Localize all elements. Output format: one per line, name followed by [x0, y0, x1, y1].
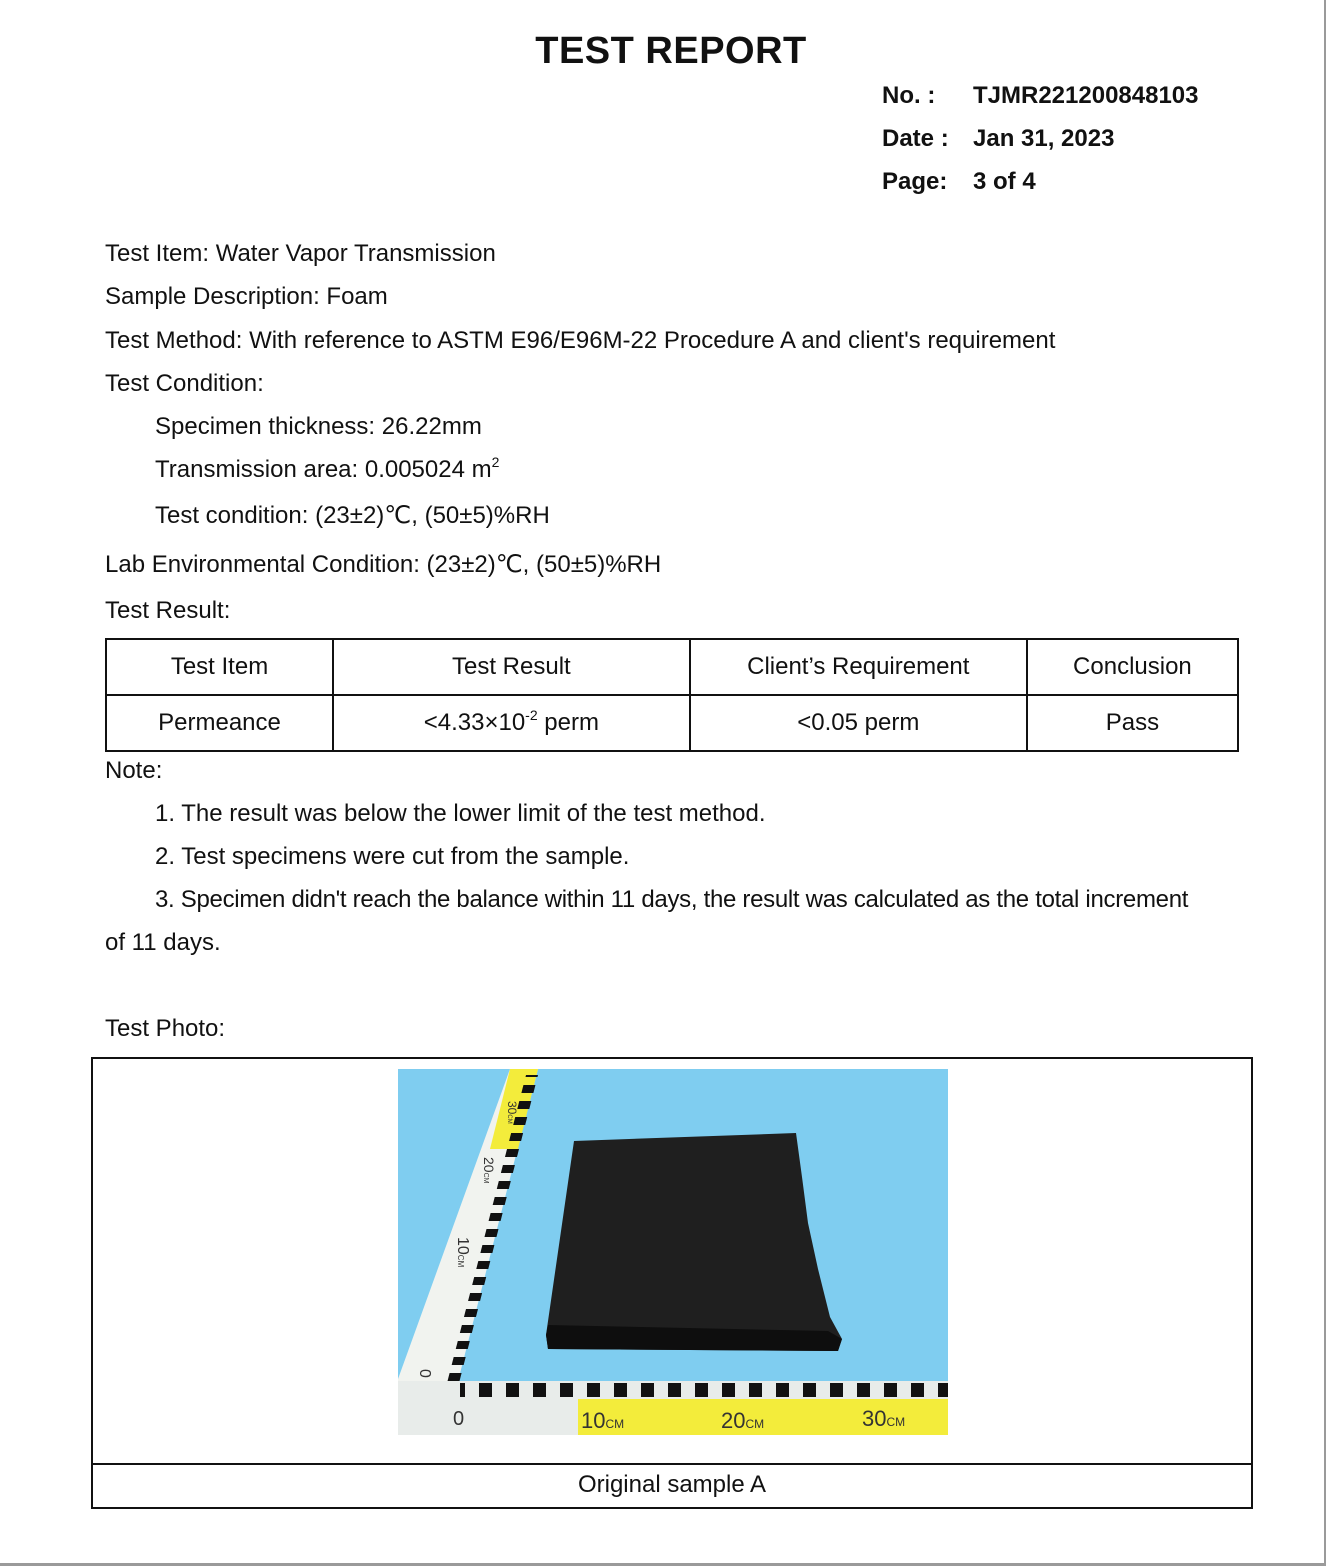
test-method-line: Test Method: With reference to ASTM E96/E96M-22 Procedure A and client's requirement — [105, 327, 1056, 354]
ruler-bottom-number-20: 20 — [721, 1408, 746, 1433]
transmission-area-line — [155, 456, 499, 484]
ruler-bottom-unit-10: CM — [605, 1417, 625, 1431]
header-test-result: Test Result — [333, 639, 690, 695]
note-label: Note: — [105, 757, 163, 784]
photo-caption: Original sample A — [577, 1471, 767, 1498]
report-title: TEST REPORT — [535, 30, 807, 72]
test-photo-label: Test Photo: — [105, 1015, 226, 1042]
ruler-left-number-20: 20 — [481, 1157, 497, 1173]
report-date — [882, 125, 1114, 153]
cell-result — [333, 695, 690, 751]
report-date-value: Jan 31, 2023 — [973, 125, 1115, 152]
report-page-value: 3 of 4 — [973, 168, 1036, 195]
header-conclusion: Conclusion — [1027, 639, 1238, 695]
test-condition-line: Test condition: (23±2)℃, (50±5)%RH — [155, 502, 550, 529]
specimen-thickness-line: Specimen thickness: 26.22mm — [155, 413, 482, 440]
ruler-left-number-30: 30 — [505, 1101, 519, 1115]
cell-item: Permeance — [106, 695, 333, 751]
ruler-left-unit-20: CM — [482, 1172, 489, 1184]
report-number-value: TJMR221200848103 — [973, 82, 1199, 109]
ruler-bottom-label-0: 0 — [453, 1408, 465, 1430]
table-row — [106, 695, 1238, 751]
sample-photo-illustration — [398, 1069, 948, 1435]
sample-description-line: Sample Description: Foam — [105, 283, 388, 310]
note-3: 3. Specimen didn't reach the balance within 11 days, the result was calculated as the total increment — [155, 886, 1189, 913]
ruler-left-number-10: 10 — [454, 1237, 471, 1255]
ruler-bottom-unit-20: CM — [745, 1417, 765, 1431]
cell-result-unit: perm — [537, 709, 599, 736]
ruler-left-unit-10: CM — [456, 1254, 465, 1268]
ruler-bottom-unit-30: CM — [886, 1415, 906, 1429]
cell-result-exponent: -2 — [525, 707, 538, 723]
lab-condition-line: Lab Environmental Condition: (23±2)℃, (50±5)%RH — [105, 551, 662, 578]
transmission-area-text: Transmission area: 0.005024 m — [155, 456, 492, 483]
report-date-label: Date : — [882, 125, 949, 152]
note-3-continued: of 11 days. — [105, 929, 221, 956]
bottom-ruler-ticks — [460, 1383, 948, 1397]
report-page-label: Page: — [882, 168, 948, 195]
photo-frame — [91, 1057, 1253, 1509]
report-number-label: No. : — [882, 82, 936, 109]
table-header-row — [106, 639, 1238, 695]
result-table — [105, 638, 1239, 752]
note-1: 1. The result was below the lower limit of the test method. — [155, 800, 766, 827]
header-client-requirement: Client’s Requirement — [690, 639, 1027, 695]
transmission-area-exponent: 2 — [491, 454, 500, 470]
note-2: 2. Test specimens were cut from the sample. — [155, 843, 630, 870]
report-page — [882, 168, 1036, 196]
foam-sample — [546, 1133, 842, 1351]
report-number — [882, 82, 1199, 110]
test-condition-label: Test Condition: — [105, 370, 264, 397]
sample-photo — [398, 1069, 948, 1435]
cell-conclusion: Pass — [1027, 695, 1238, 751]
test-result-label: Test Result: — [105, 597, 231, 624]
ruler-left-unit-30: CM — [506, 1114, 512, 1124]
cell-result-value: <4.33×10 — [423, 709, 526, 736]
test-item-line: Test Item: Water Vapor Transmission — [105, 240, 496, 267]
cell-requirement: <0.05 perm — [690, 695, 1027, 751]
ruler-left-label-0: 0 — [416, 1369, 433, 1378]
header-test-item: Test Item — [106, 639, 333, 695]
ruler-bottom-number-10: 10 — [581, 1408, 606, 1433]
ruler-bottom-number-30: 30 — [862, 1406, 887, 1431]
